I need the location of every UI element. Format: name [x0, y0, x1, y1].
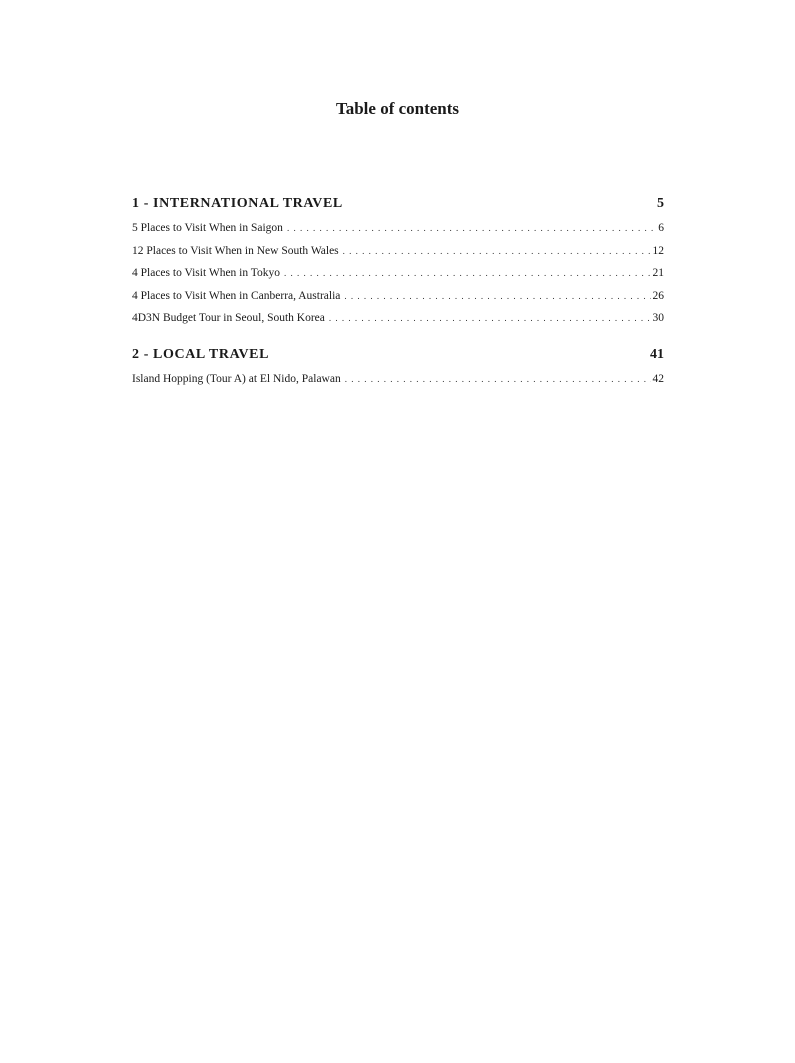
dot-leader: [287, 217, 656, 240]
section-page-number: 41: [650, 346, 664, 362]
section-title: 2 - LOCAL TRAVEL: [132, 346, 270, 362]
entry-page-number: 21: [652, 267, 664, 279]
entry-title: 4 Places to Visit When in Canberra, Australia: [132, 289, 341, 302]
section-title: 1 - INTERNATIONAL TRAVEL: [132, 196, 343, 211]
dot-leader: [284, 262, 650, 285]
toc-entry[interactable]: [132, 307, 664, 330]
toc-section-local: [132, 344, 664, 391]
entry-title: 4D3N Budget Tour in Seoul, South Korea: [132, 312, 325, 324]
toc-entry[interactable]: [132, 262, 664, 285]
entry-page-number: 42: [652, 372, 664, 385]
dot-leader: [343, 240, 651, 263]
section-heading[interactable]: [132, 344, 664, 366]
dot-leader: [329, 307, 651, 330]
section-heading[interactable]: [132, 193, 664, 215]
entry-title: Island Hopping (Tour A) at El Nido, Palawan: [132, 372, 341, 385]
toc-entry[interactable]: [132, 217, 664, 240]
entry-page-number: 6: [658, 222, 664, 234]
entry-title: 12 Places to Visit When in New South Wales: [132, 244, 339, 257]
toc-entry[interactable]: [132, 240, 664, 263]
page-title: Table of contents: [335, 99, 460, 118]
toc-entry[interactable]: [132, 285, 664, 308]
toc-section-international: [132, 193, 664, 330]
dot-leader: [345, 368, 651, 391]
section-page-number: 5: [657, 196, 664, 211]
toc-entry[interactable]: [132, 368, 664, 391]
entry-title: 4 Places to Visit When in Tokyo: [132, 267, 281, 279]
entry-page-number: 12: [652, 244, 664, 257]
entry-page-number: 30: [652, 312, 664, 324]
entry-page-number: 26: [652, 289, 664, 302]
entry-title: 5 Places to Visit When in Saigon: [132, 222, 283, 234]
dot-leader: [344, 285, 650, 308]
table-of-contents: [132, 193, 664, 390]
